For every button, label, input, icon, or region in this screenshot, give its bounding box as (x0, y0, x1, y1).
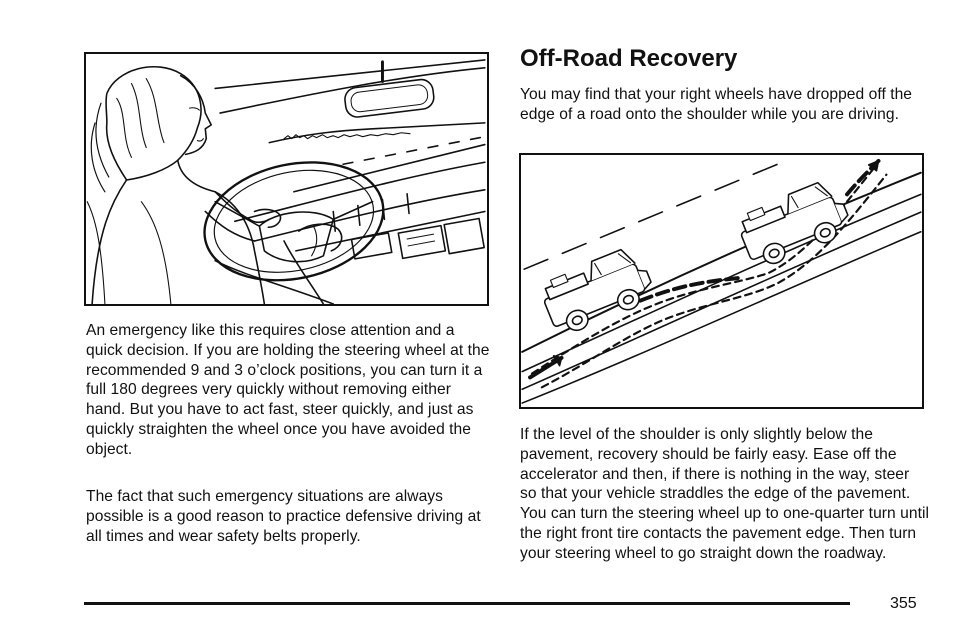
section-heading: Off-Road Recovery (520, 45, 738, 72)
defensive-driving-paragraph: The fact that such emergency situations are always possible is a good reason to practice defensive driving at all times and wear safety belts properly. (86, 488, 481, 545)
emergency-paragraph: An emergency like this requires close attention and a quick decision. If you are holding the steering wheel at the recommended 9 and 3 o’clock positions, you can turn it a full 180 degrees very quickly without removing either hand. But you have to act fast, steer quickly, and just as quickly straighten the wheel once you have avoided the object. (86, 322, 490, 458)
footer-rule (84, 602, 850, 605)
intro-paragraph: You may find that your right wheels have dropped off the edge of a road onto the shoulder while you are driving. (520, 86, 913, 123)
off-road-recovery-illustration (519, 153, 924, 409)
driver-steering-illustration (84, 52, 489, 306)
page-number: 355 (890, 595, 917, 612)
recovery-paragraph: If the level of the shoulder is only slightly below the pavement, recovery should be fairly easy. Ease off the accelerator and then, if there is nothing in the way, steer so that your vehicle straddles the edge of the pavement. You can turn the steering wheel up to one-quarter turn until the right front tire contacts the pavement edge. Then turn your steering wheel to go straight down the roadway. (520, 426, 929, 562)
